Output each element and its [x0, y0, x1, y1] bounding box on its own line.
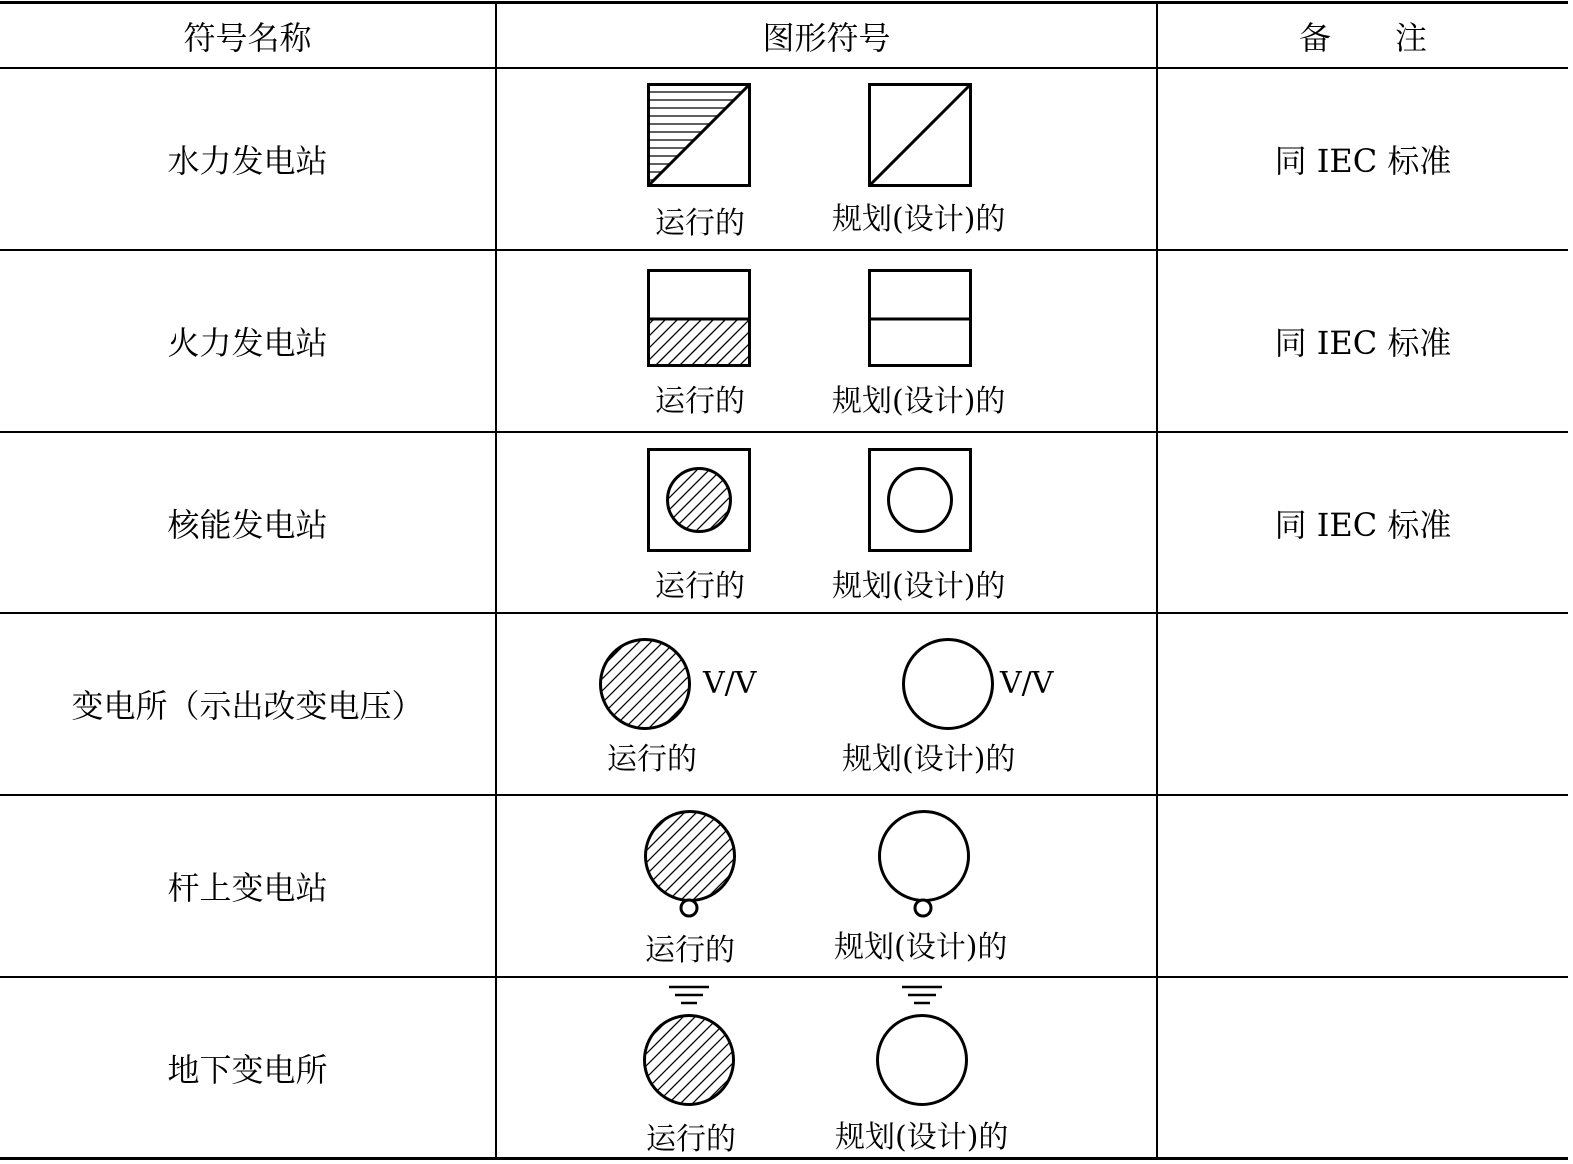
caption-planned: 规划(设计)的 [832, 569, 1006, 604]
note-empty [1158, 796, 1568, 976]
caption-planned: 规划(设计)的 [842, 742, 1016, 777]
symbol-substation-operating [599, 638, 691, 730]
symbol-underground-operating [642, 982, 736, 1108]
row-name-underground-substation: 地下变电所 [167, 1050, 328, 1089]
symbol-substation-planned [902, 638, 994, 730]
symbol-underground-planned [875, 982, 969, 1108]
caption-operating: 运行的 [655, 206, 745, 241]
row-name-nuclear: 核能发电站 [167, 505, 328, 544]
caption-operating: 运行的 [655, 384, 745, 419]
caption-operating: 运行的 [655, 569, 745, 604]
symbol-hydro-planned [868, 83, 972, 187]
symbol-thermal-operating [647, 269, 751, 367]
note-iec: 同 IEC 标准 [1274, 505, 1452, 544]
symbol-thermal-planned [868, 269, 972, 367]
row-name-substation: 变电所（示出改变电压） [71, 687, 424, 725]
symbol-pole-operating [643, 810, 737, 920]
note-iec: 同 IEC 标准 [1274, 142, 1452, 180]
voltage-label: V/V [703, 666, 757, 701]
header-note: 备 注 [1298, 18, 1427, 57]
caption-planned: 规划(设计)的 [835, 1120, 1009, 1155]
caption-operating: 运行的 [646, 1122, 736, 1157]
caption-operating: 运行的 [607, 742, 697, 777]
caption-operating: 运行的 [645, 933, 735, 968]
symbol-hydro-operating [647, 83, 751, 187]
header-graphic-symbol: 图形符号 [762, 18, 891, 57]
symbol-nuclear-operating [647, 448, 751, 552]
row-name-thermal: 火力发电站 [167, 324, 328, 362]
column-rule [495, 1, 497, 1160]
caption-planned: 规划(设计)的 [834, 930, 1008, 965]
row-name-hydro: 水力发电站 [167, 142, 328, 180]
note-iec: 同 IEC 标准 [1274, 324, 1452, 362]
note-empty [1158, 614, 1568, 794]
row-name-pole-substation: 杆上变电站 [167, 869, 328, 907]
caption-planned: 规划(设计)的 [832, 384, 1006, 419]
voltage-label: V/V [1000, 666, 1054, 701]
symbol-pole-planned [877, 810, 971, 920]
header-symbol-name: 符号名称 [183, 18, 312, 57]
table-bottom-rule [0, 1157, 1568, 1160]
symbol-nuclear-planned [868, 448, 972, 552]
caption-planned: 规划(设计)的 [832, 202, 1006, 237]
note-empty [1158, 978, 1568, 1157]
